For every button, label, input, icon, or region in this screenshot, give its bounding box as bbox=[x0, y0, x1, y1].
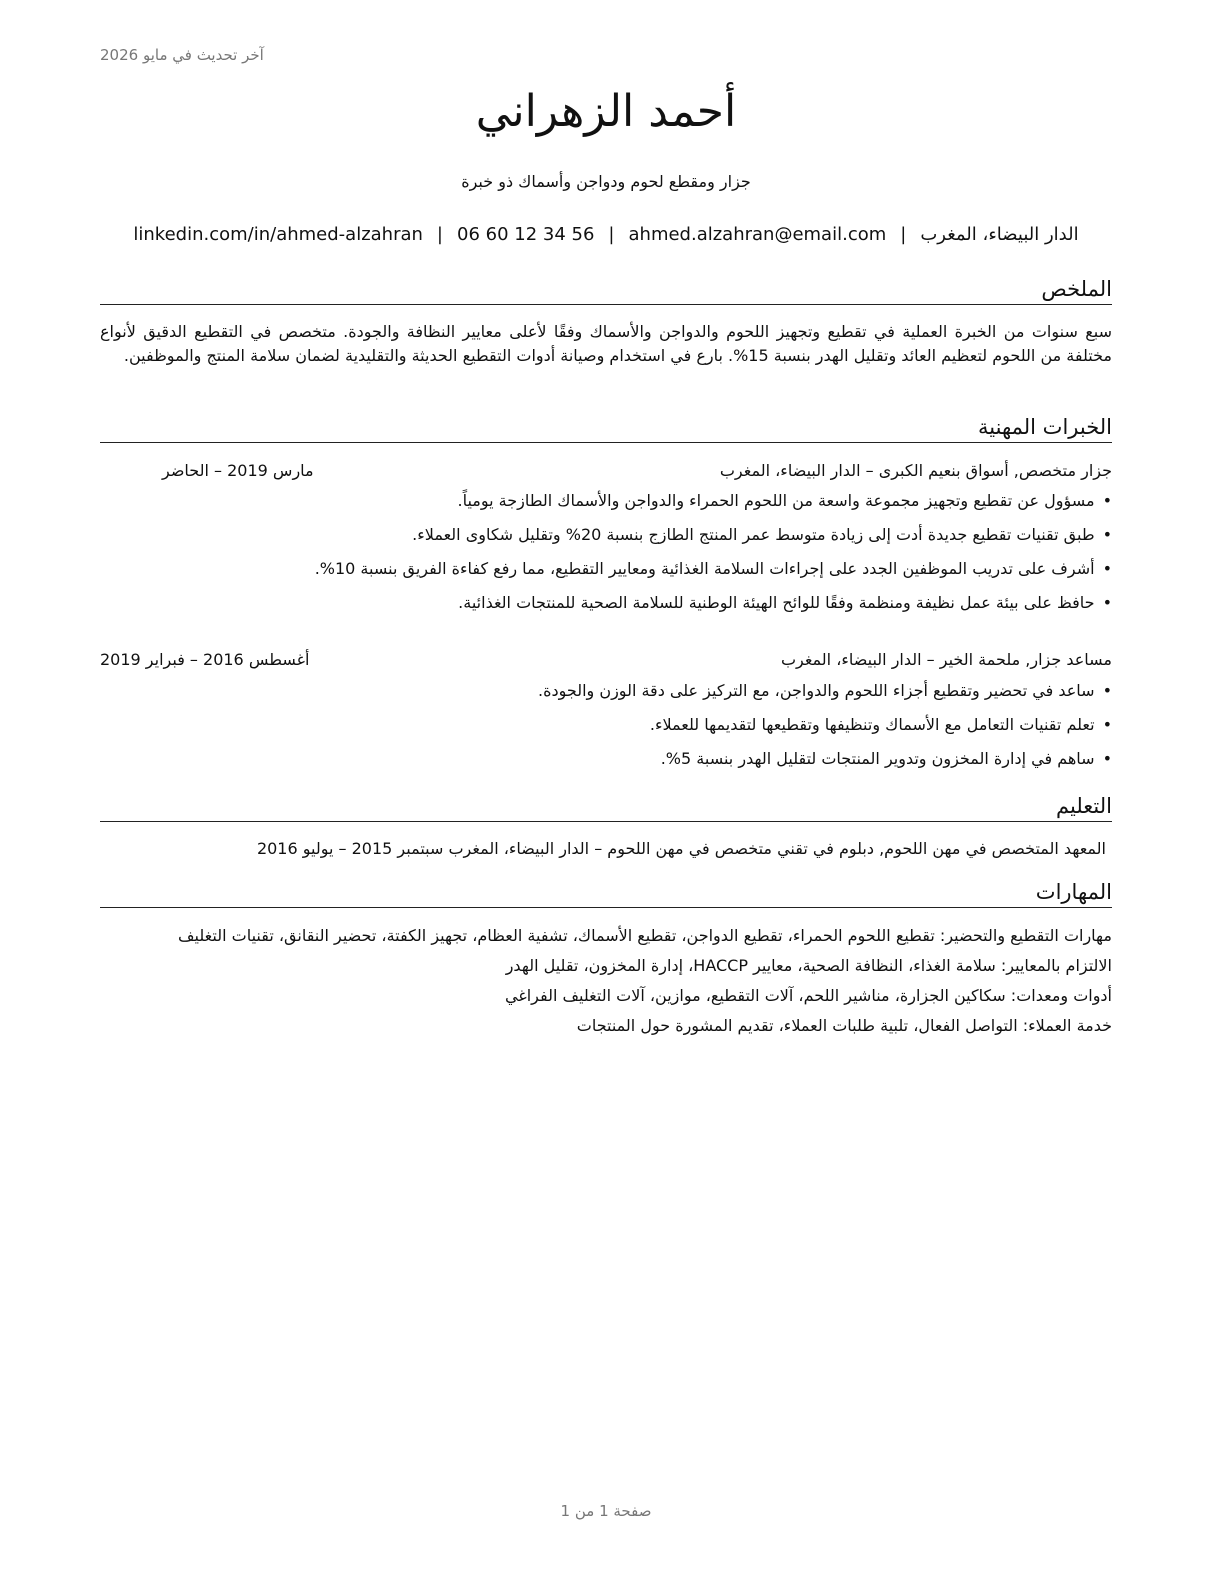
section-title-education: التعليم bbox=[100, 793, 1112, 822]
job-role: جزار متخصص, أسواق بنعيم الكبرى – الدار البيضاء، المغرب bbox=[719, 461, 1112, 480]
skills-list bbox=[100, 925, 1112, 1045]
education-entry: المعهد المتخصص في مهن اللحوم, دبلوم في تقني متخصص في مهن اللحوم – الدار البيضاء، المغرب سبتمبر 2015 – يوليو 2016 bbox=[256, 839, 1106, 858]
candidate-name: أحمد الزهراني bbox=[475, 86, 737, 137]
job-bullet: • حافظ على بيئة عمل نظيفة ومنظمة وفقًا للوائح الهيئة الوطنية للسلامة الصحية للمنتجات الغذائية. bbox=[100, 592, 1112, 614]
contact-separator: | bbox=[900, 224, 907, 245]
candidate-subtitle: جزار ومقطع لحوم ودواجن وأسماك ذو خبرة bbox=[461, 172, 751, 191]
job-bullets bbox=[100, 680, 1112, 782]
job-role: مساعد جزار, ملحمة الخير – الدار البيضاء، المغرب bbox=[780, 650, 1112, 669]
section-title-experience: الخبرات المهنية bbox=[100, 414, 1112, 443]
job-bullet: • طبق تقنيات تقطيع جديدة أدت إلى زيادة متوسط عمر المنتج الطازج بنسبة 20% وتقليل شكاوى العملاء. bbox=[100, 524, 1112, 546]
skill-item: مهارات التقطيع والتحضير: تقطيع اللحوم الحمراء، تقطيع الدواجن، تقطيع الأسماك، تشفية العظام، تجهيز الكفتة، تحضير النقانق، تقنيات التغليف bbox=[177, 926, 1112, 945]
job-bullet: • ساهم في إدارة المخزون وتدوير المنتجات لتقليل الهدر بنسبة 5%. bbox=[100, 748, 1112, 770]
last-updated-note: آخر تحديث في مايو 2026 bbox=[100, 46, 264, 64]
job-dates: مارس 2019 – الحاضر bbox=[162, 461, 314, 480]
contact-separator: | bbox=[608, 224, 615, 245]
job-bullet: • مسؤول عن تقطيع وتجهيز مجموعة واسعة من اللحوم الحمراء والدواجن والأسماك الطازجة يومياً. bbox=[100, 490, 1112, 512]
resume-page bbox=[100, 0, 1112, 1584]
skill-item: خدمة العملاء: التواصل الفعال، تلبية طلبات العملاء، تقديم المشورة حول المنتجات bbox=[576, 1016, 1112, 1035]
job-bullet: • تعلم تقنيات التعامل مع الأسماك وتنظيفها وتقطيعها لتقديمها للعملاء. bbox=[100, 714, 1112, 736]
job-dates: أغسطس 2016 – فبراير 2019 bbox=[100, 650, 310, 669]
contact-phone[interactable]: 06 60 12 34 56 bbox=[457, 224, 595, 245]
contact-linkedin[interactable]: linkedin.com/in/ahmed-alzahran bbox=[133, 224, 423, 245]
contact-email[interactable]: ahmed.alzahran@email.com bbox=[628, 224, 887, 245]
page-number: صفحة 1 من 1 bbox=[560, 1502, 652, 1520]
job-bullet: • ساعد في تحضير وتقطيع أجزاء اللحوم والدواجن، مع التركيز على دقة الوزن والجودة. bbox=[100, 680, 1112, 702]
job-bullets bbox=[100, 490, 1112, 626]
summary-text: سبع سنوات من الخبرة العملية في تقطيع وتجهيز اللحوم والدواجن والأسماك وفقًا لأعلى معايير النظافة والجودة. متخصص في التقطيع الدقيق لأنواع مختلفة من اللحوم لتعظيم العائد وتقليل الهدر بنسبة 15%. بارع في استخدام وصيانة أدوات التقطيع الحديثة والتقليدية لضمان سلامة المنتج والموظفين. bbox=[100, 322, 1112, 365]
contact-separator: | bbox=[436, 224, 443, 245]
contact-line bbox=[100, 224, 1112, 245]
section-title-summary: الملخص bbox=[100, 276, 1112, 305]
job-bullet: • أشرف على تدريب الموظفين الجدد على إجراءات السلامة الغذائية ومعايير التقطيع، مما رفع كفاءة الفريق بنسبة 10%. bbox=[100, 558, 1112, 580]
skill-item: أدوات ومعدات: سكاكين الجزارة، مناشير اللحم، آلات التقطيع، موازين، آلات التغليف الفراغي bbox=[505, 986, 1112, 1005]
contact-location: الدار البيضاء، المغرب bbox=[920, 224, 1079, 245]
skill-item: الالتزام بالمعايير: سلامة الغذاء، النظافة الصحية، معايير HACCP، إدارة المخزون، تقليل الهدر bbox=[505, 956, 1112, 975]
section-title-skills: المهارات bbox=[100, 879, 1112, 908]
